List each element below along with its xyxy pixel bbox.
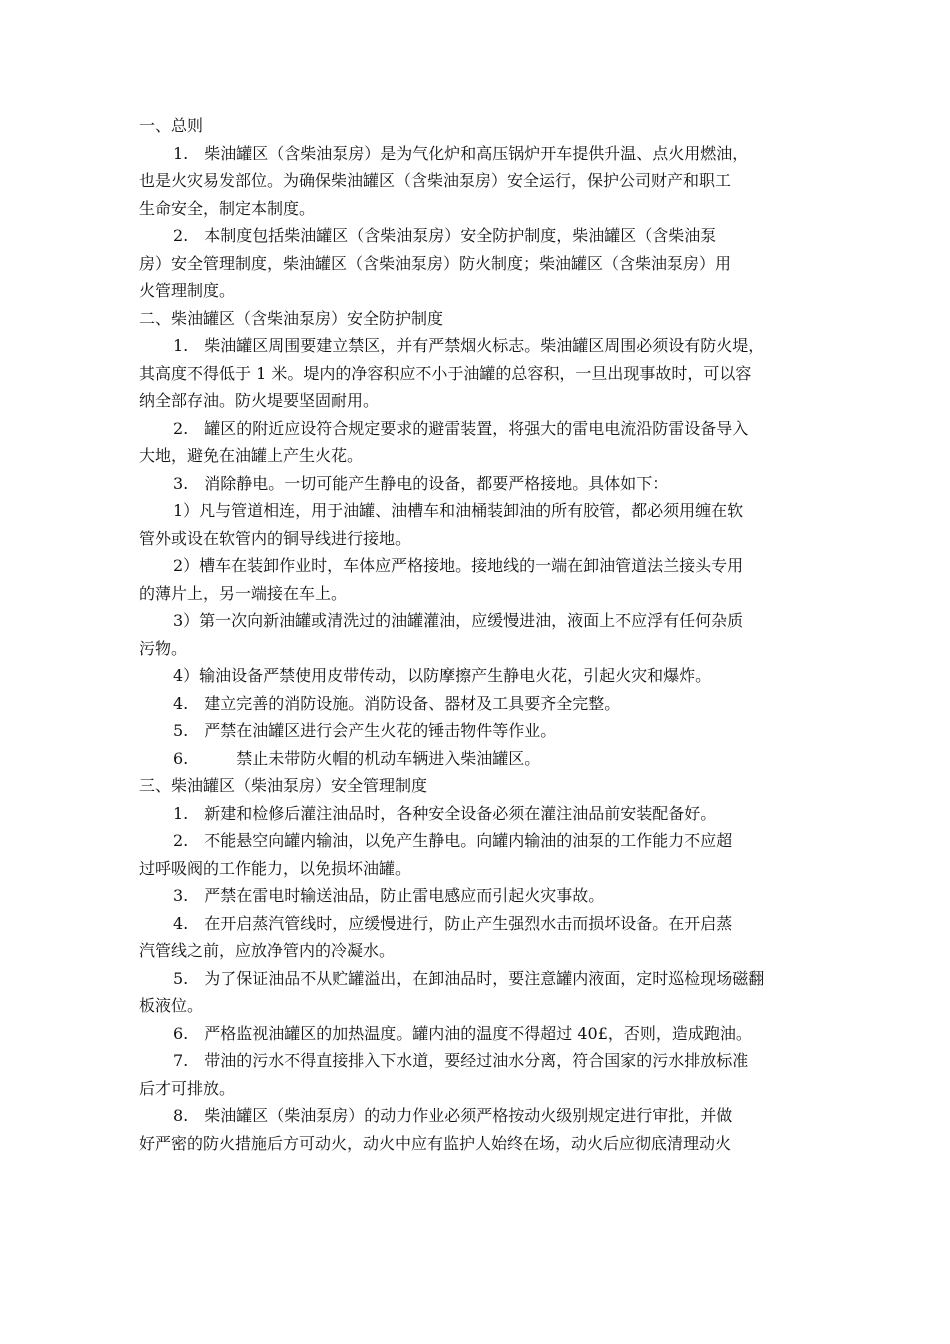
text-line: 1. 新建和检修后灌注油品时，各种安全设备必须在灌注油品前安装配备好。 — [173, 803, 717, 823]
text-line: 2. 本制度包括柴油罐区（含柴油泵房）安全防护制度，柴油罐区（含柴油泵 — [173, 226, 717, 245]
text-line: 1. 柴油罐区（含柴油泵房）是为气化炉和高压锅炉开车提供升温、点火用燃油， — [173, 143, 749, 163]
text-line: 4. 建立完善的消防设施。消防设备、器材及工具要齐全完整。 — [173, 693, 621, 713]
text-line: 管外或设在软管内的铜导线进行接地。 — [139, 528, 412, 548]
text-line: 3. 消除静电。一切可能产生静电的设备，都要严格接地。具体如下： — [173, 473, 669, 493]
text-line: 汽管线之前，应放净管内的冷凝水。 — [139, 941, 396, 960]
text-line: 1）凡与管道相连，用于油罐、油槽车和油桶装卸油的所有胶管，都必须用缠在软 — [173, 501, 744, 520]
text-line: 二、柴油罐区（含柴油泵房）安全防护制度 — [139, 308, 444, 328]
text-line: 也是火灾易发部位。为确保柴油罐区（含柴油泵房）安全运行，保护公司财产和职工 — [139, 171, 732, 190]
text-line: 其高度不得低于 1 米。堤内的净容积应不小于油罐的总容积，一旦出现事故时，可以容 — [139, 363, 752, 383]
text-line: 三、柴油罐区（柴油泵房）安全管理制度 — [139, 776, 428, 795]
text-line: 板液位。 — [139, 996, 204, 1015]
text-line: 生命安全，制定本制度。 — [139, 198, 316, 218]
text-line: 房）安全管理制度，柴油罐区（含柴油泵房）防火制度；柴油罐区（含柴油泵房）用 — [139, 253, 732, 273]
text-line: 过呼吸阀的工作能力，以免损坏油罐。 — [139, 858, 412, 878]
text-line: 2）槽车在装卸作业时，车体应严格接地。接地线的一端在卸油管道法兰接头专用 — [173, 556, 744, 575]
text-line: 8. 柴油罐区（柴油泵房）的动力作业必须严格按动火级别规定进行审批，并做 — [173, 1106, 733, 1125]
text-line: 污物。 — [139, 638, 188, 658]
text-line: 2. 不能悬空向罐内输油，以免产生静电。向罐内输油的油泵的工作能力不应超 — [173, 831, 733, 850]
text-line: 好严密的防火措施后方可动火，动火中应有监护人始终在场，动火后应彻底清理动火 — [139, 1133, 732, 1153]
text-line: 6. 禁止未带防火帽的机动车辆进入柴油罐区。 — [173, 748, 541, 768]
text-line: 5. 为了保证油品不从贮罐溢出，在卸油品时，要注意罐内液面，定时巡检现场磁翻 — [173, 968, 765, 988]
text-line: 一、总则 — [139, 116, 204, 135]
text-line: 5. 严禁在油罐区进行会产生火花的锤击物件等作业。 — [173, 721, 557, 740]
text-line: 后才可排放。 — [139, 1078, 236, 1098]
text-line: 4. 在开启蒸汽管线时，应缓慢进行，防止产生强烈水击而损坏设备。在开启蒸 — [173, 913, 733, 933]
text-line: 大地，避免在油罐上产生火花。 — [139, 446, 364, 465]
text-line: 的薄片上，另一端接在车上。 — [139, 583, 348, 603]
text-line: 3）第一次向新油罐或清洗过的油罐灌油，应缓慢进油，液面上不应浮有任何杂质 — [173, 611, 744, 630]
text-line: 纳全部存油。防火堤要坚固耐用。 — [139, 391, 380, 410]
text-line: 3. 严禁在雷电时输送油品，防止雷电感应而引起火灾事故。 — [173, 886, 605, 905]
text-line: 4）输油设备严禁使用皮带传动，以防摩擦产生静电火花，引起火灾和爆炸。 — [173, 666, 712, 685]
text-line: 火管理制度。 — [139, 281, 236, 300]
text-line: 1. 柴油罐区周围要建立禁区，并有严禁烟火标志。柴油罐区周围必须设有防火堤， — [173, 336, 765, 355]
text-line: 7. 带油的污水不得直接排入下水道，要经过油水分离，符合国家的污水排放标准 — [173, 1051, 749, 1070]
text-line: 2. 罐区的附近应设符合规定要求的避雷装置，将强大的雷电电流沿防雷设备导入 — [173, 418, 749, 438]
text-line: 6. 严格监视油罐区的加热温度。罐内油的温度不得超过 40£，否则，造成跑油。 — [173, 1023, 752, 1043]
document-body — [139, 112, 819, 1157]
